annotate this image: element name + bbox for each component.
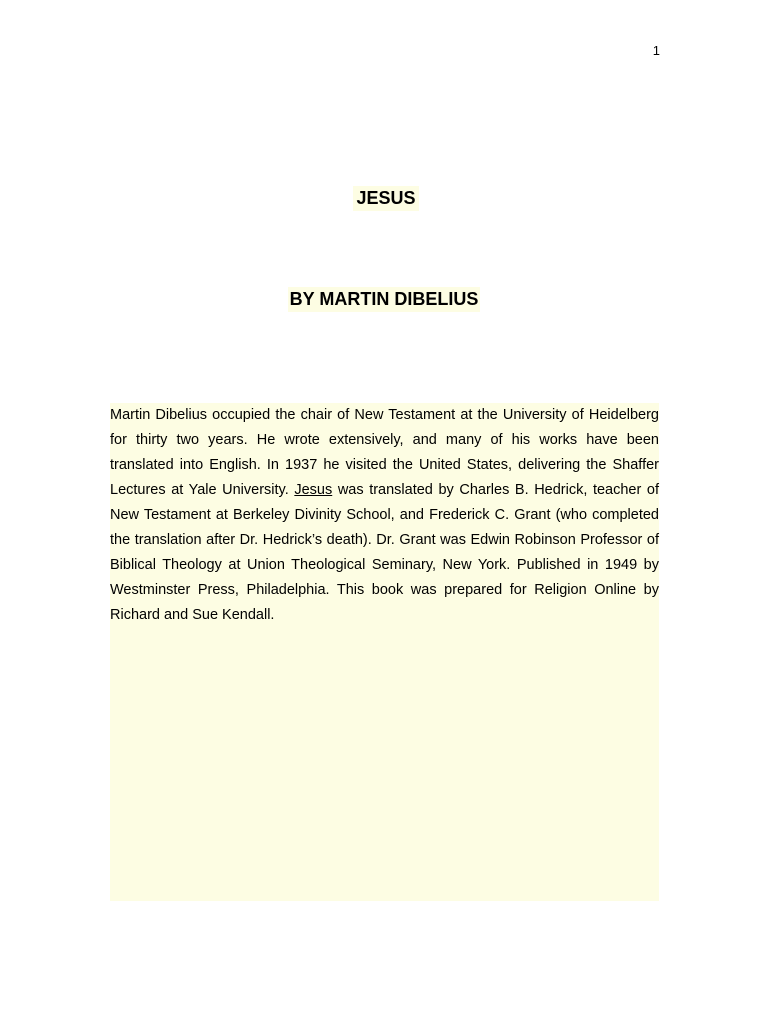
page-number: 1	[652, 43, 660, 58]
title-row	[0, 186, 768, 211]
intro-paragraph	[110, 403, 659, 628]
intro-block	[110, 403, 659, 901]
subtitle-row	[0, 287, 768, 312]
document-author: BY MARTIN DIBELIUS	[288, 287, 481, 312]
document-title: JESUS	[353, 186, 418, 211]
intro-text-part2: was translated by Charles B. Hedrick, teacher of New Testament at Berkeley Divinity School, and Frederick C. Grant (who completed the translation after Dr. Hedrick’s death). Dr. Grant was Edwin Robinson Professor of Biblical Theology at Union Theological Seminary, New York. Published in 1949 by Westminster Press, Philadelphia. This book was prepared for Religion Online by Richard and Sue Kendall.	[110, 482, 659, 623]
book-title-link[interactable]: Jesus	[294, 482, 333, 498]
intro-text-part1: Martin Dibelius occupied the chair of New Testament at the University of Heidelberg for thirty two years. He wrote extensively, and many of his works have been translated into English. In 1937 he visited the United States, delivering the Shaffer Lectures at Yale University.	[110, 407, 659, 498]
